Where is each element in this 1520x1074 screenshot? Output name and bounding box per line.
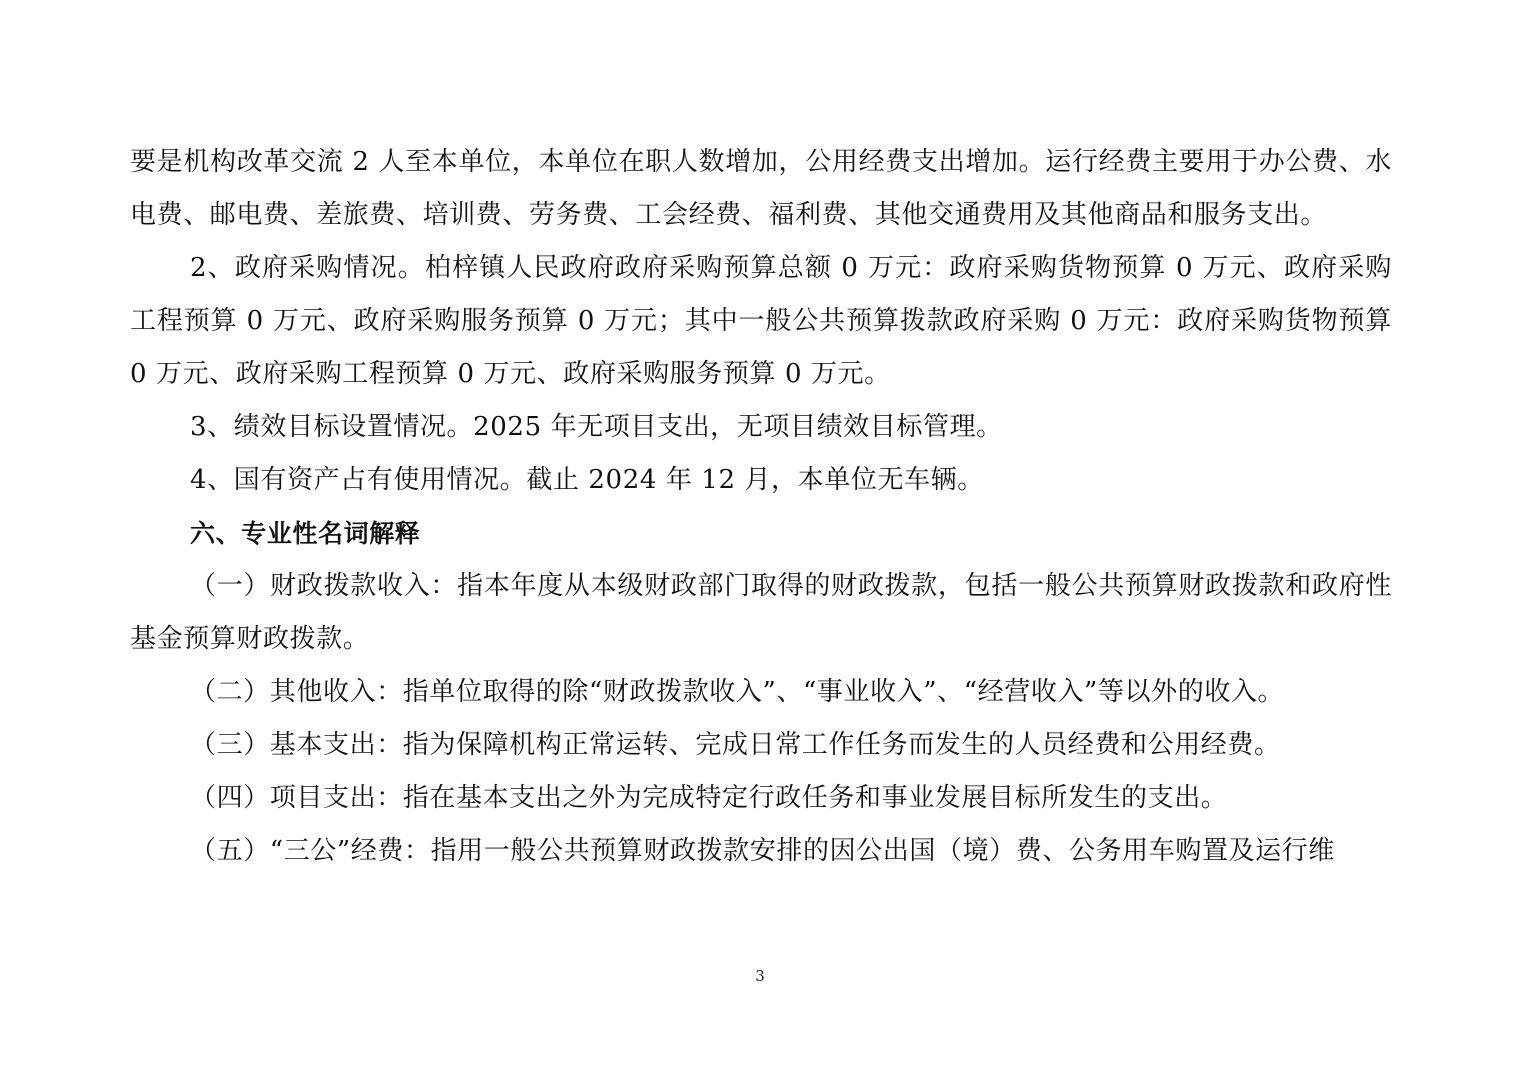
paragraph-performance-targets: 3、绩效目标设置情况。2025 年无项目支出，无项目绩效目标管理。: [190, 412, 1003, 442]
definition-fiscal-appropriation-income: （一）财政拨款收入：指本年度从本级财政部门取得的财政拨款，包括一般公共预算财政拨款和政府性基金预算财政拨款。: [130, 571, 1392, 654]
paragraph-state-assets: 4、国有资产占有使用情况。截止 2024 年 12 月，本单位无车辆。: [190, 465, 984, 495]
page-number: 3: [755, 967, 765, 985]
definition-project-expenditure: （四）项目支出：指在基本支出之外为完成特定行政任务和事业发展目标所发生的支出。: [190, 783, 1228, 813]
paragraph-government-procurement: 2、政府采购情况。柏梓镇人民政府政府采购预算总额 0 万元：政府采购货物预算 0 万元、政府采购工程预算 0 万元、政府采购服务预算 0 万元；其中一般公共预算拨款政府采购 0 万元：政府采购货物预算 0 万元、政府采购工程预算 0 万元、政府采购服务预算 0 万元。: [130, 253, 1392, 389]
definition-other-income: （二）其他收入：指单位取得的除“财政拨款收入”、“事业收入”、“经营收入”等以外的收入。: [190, 677, 1285, 707]
definition-basic-expenditure: （三）基本支出：指为保障机构正常运转、完成日常工作任务而发生的人员经费和公用经费。: [190, 730, 1281, 760]
document-body: [130, 136, 1392, 878]
definition-three-public-expenses: （五）“三公”经费：指用一般公共预算财政拨款安排的因公出国（境）费、公务用车购置及运行维: [190, 836, 1335, 866]
section-heading-terminology: 六、专业性名词解释: [190, 519, 421, 548]
paragraph-operating-expenses: 要是机构改革交流 2 人至本单位，本单位在职人数增加，公用经费支出增加。运行经费主要用于办公费、水电费、邮电费、差旅费、培训费、劳务费、工会经费、福利费、其他交通费用及其他商品和服务支出。: [130, 147, 1392, 230]
